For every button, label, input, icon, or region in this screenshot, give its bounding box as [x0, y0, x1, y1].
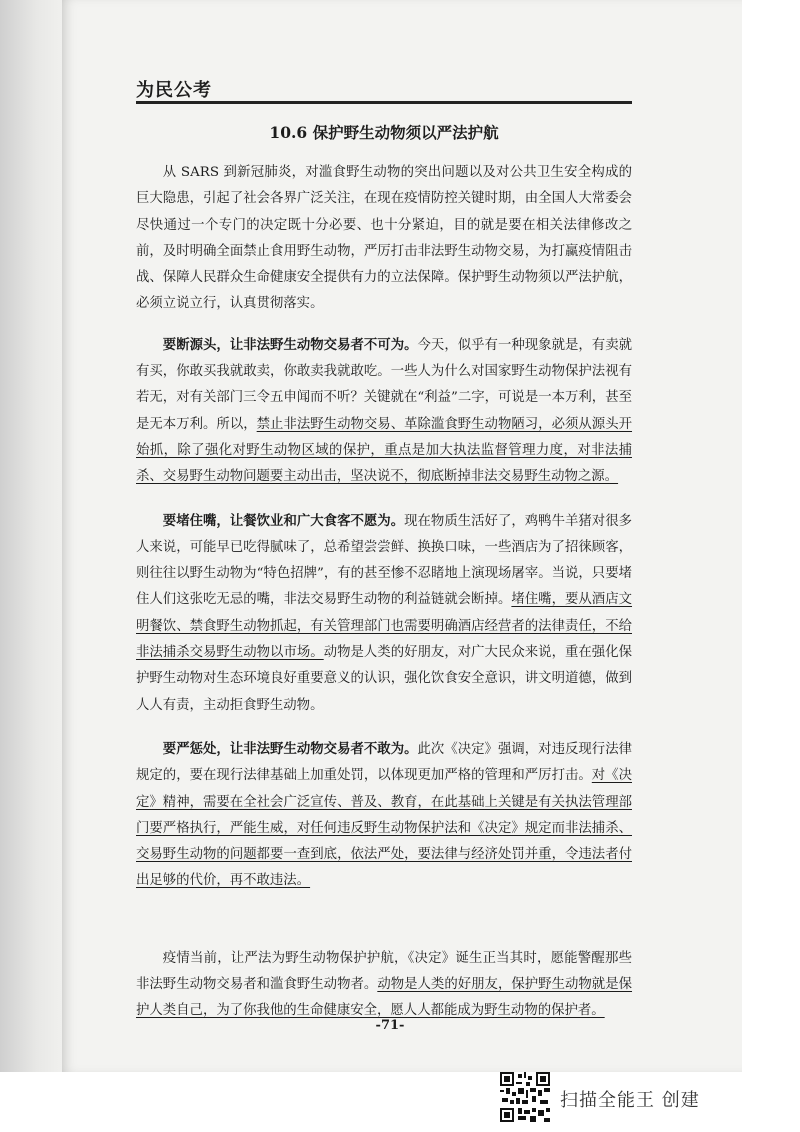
paragraph-lead: 要断源头，让非法野生动物交易者不可为。 — [162, 336, 418, 353]
section-title: 10.6 保护野生动物须以严法护航 — [269, 123, 499, 142]
paragraph-3 — [136, 508, 632, 719]
paragraph-2 — [136, 332, 632, 491]
underlined-text: 动物是人类的好朋友，保护野生动物就是保护人类自己，为了你我他的生命健康安全，愿人人都能成为野生动物的保护者。 — [136, 977, 633, 1019]
paragraph-text: 此次《决定》强调，对违反现行法律规定的，要在现行法律基础上加重处罚，以体现更加严格的管理和严厉打击。 — [136, 741, 632, 784]
paragraph-text: 现在物质生活好了，鸡鸭牛羊猪对很多人来说，可能早已吃得腻味了，总希望尝尝鲜、换换口味，一些酒店为了招徕顾客，则往往以野生动物为“特色招牌”，有的甚至惨不忍睹地上演现场屠宰。当说，只要堵住人们这张吃无忌的嘴，非法交易野生动物的利益链就会断掉。 — [136, 513, 632, 608]
paragraph-lead: 要堵住嘴，让餐饮业和广大食客不愿为。 — [162, 512, 405, 529]
underlined-text: 禁止非法野生动物交易、革除滥食野生动物陋习，必须从源头开始抓，除了强化对野生动物区域的保护，重点是加大执法监督管理力度，对非法捕杀、交易野生动物问题要主动出击，坚决说不，彻底断掉非法交易野生动物之源。 — [136, 416, 633, 485]
paragraph-1 — [136, 160, 632, 318]
header-rule — [136, 101, 632, 104]
underlined-text: 堵住嘴，要从酒店文明餐饮、禁食野生动物抓起，有关管理部门也需要明确酒店经营者的法律责任，不给非法捕杀交易野生动物以市场。 — [136, 592, 633, 661]
page-number: -71- — [375, 1018, 405, 1033]
scanner-watermark — [500, 1072, 760, 1132]
paragraph-4 — [136, 736, 632, 895]
paragraph-text: 今天，似乎有一种现象就是，有卖就有买，你敢买我就敢卖，你敢卖我就敢吃。一些人为什么对国家野生动物保护法视有若无，对有关部门三令五申闻而不听？关键就在“利益”二字，可说是一本万利，甚至是无本万利。所以， — [136, 337, 632, 432]
underlined-text: 对《决定》精神，需要在全社会广泛宣传、普及、教育，在此基础上关键是有关执法管理部门要严格执行，严能生威，对任何违反野生动物保护法和《决定》规定而非法捕杀、交易野生动物的问题都要一查到底，依法严处，要法律与经济处罚并重，令违法者付出足够的代价，再不敢违法。 — [136, 768, 632, 889]
watermark-text: 扫描全能王 创建 — [560, 1090, 700, 1111]
paragraph-lead: 要严惩处，让非法野生动物交易者不敢为。 — [162, 740, 418, 757]
paragraph-text: 动物是人类的好朋友，对广大民众来说，重在强化保护野生动物对生态环境良好重要意义的认识，强化饮食安全意识，讲文明道德，做到人人有责，主动拒食野生动物。 — [136, 645, 633, 713]
body-text — [136, 160, 632, 1025]
qr-code-icon — [500, 1072, 550, 1122]
header-title: 为民公考 — [136, 80, 212, 101]
paragraph-5 — [136, 946, 632, 1025]
page-edge-shadow — [0, 0, 62, 1072]
paragraph-text: 疫情当前，让严法为野生动物保护护航，《决定》诞生正当其时，愿能警醒那些非法野生动物交易者和滥食野生动物者。 — [136, 950, 632, 993]
paragraph-text: 从 SARS 到新冠肺炎，对滥食野生动物的突出问题以及对公共卫生安全构成的巨大隐患，引起了社会各界广泛关注，在现在疫情防控关键时期，由全国人大常委会尽快通过一个专门的决定既十分必要、也十分紧迫，目的就是要在相关法律修改之前，及时明确全面禁止食用野生动物，严厉打击非法野生动物交易，为打赢疫情阻击战、保障人民群众生命健康安全提供有力的立法保障。保护野生动物须以严法护航，必须立说立行，认真贯彻落实。 — [136, 165, 632, 312]
